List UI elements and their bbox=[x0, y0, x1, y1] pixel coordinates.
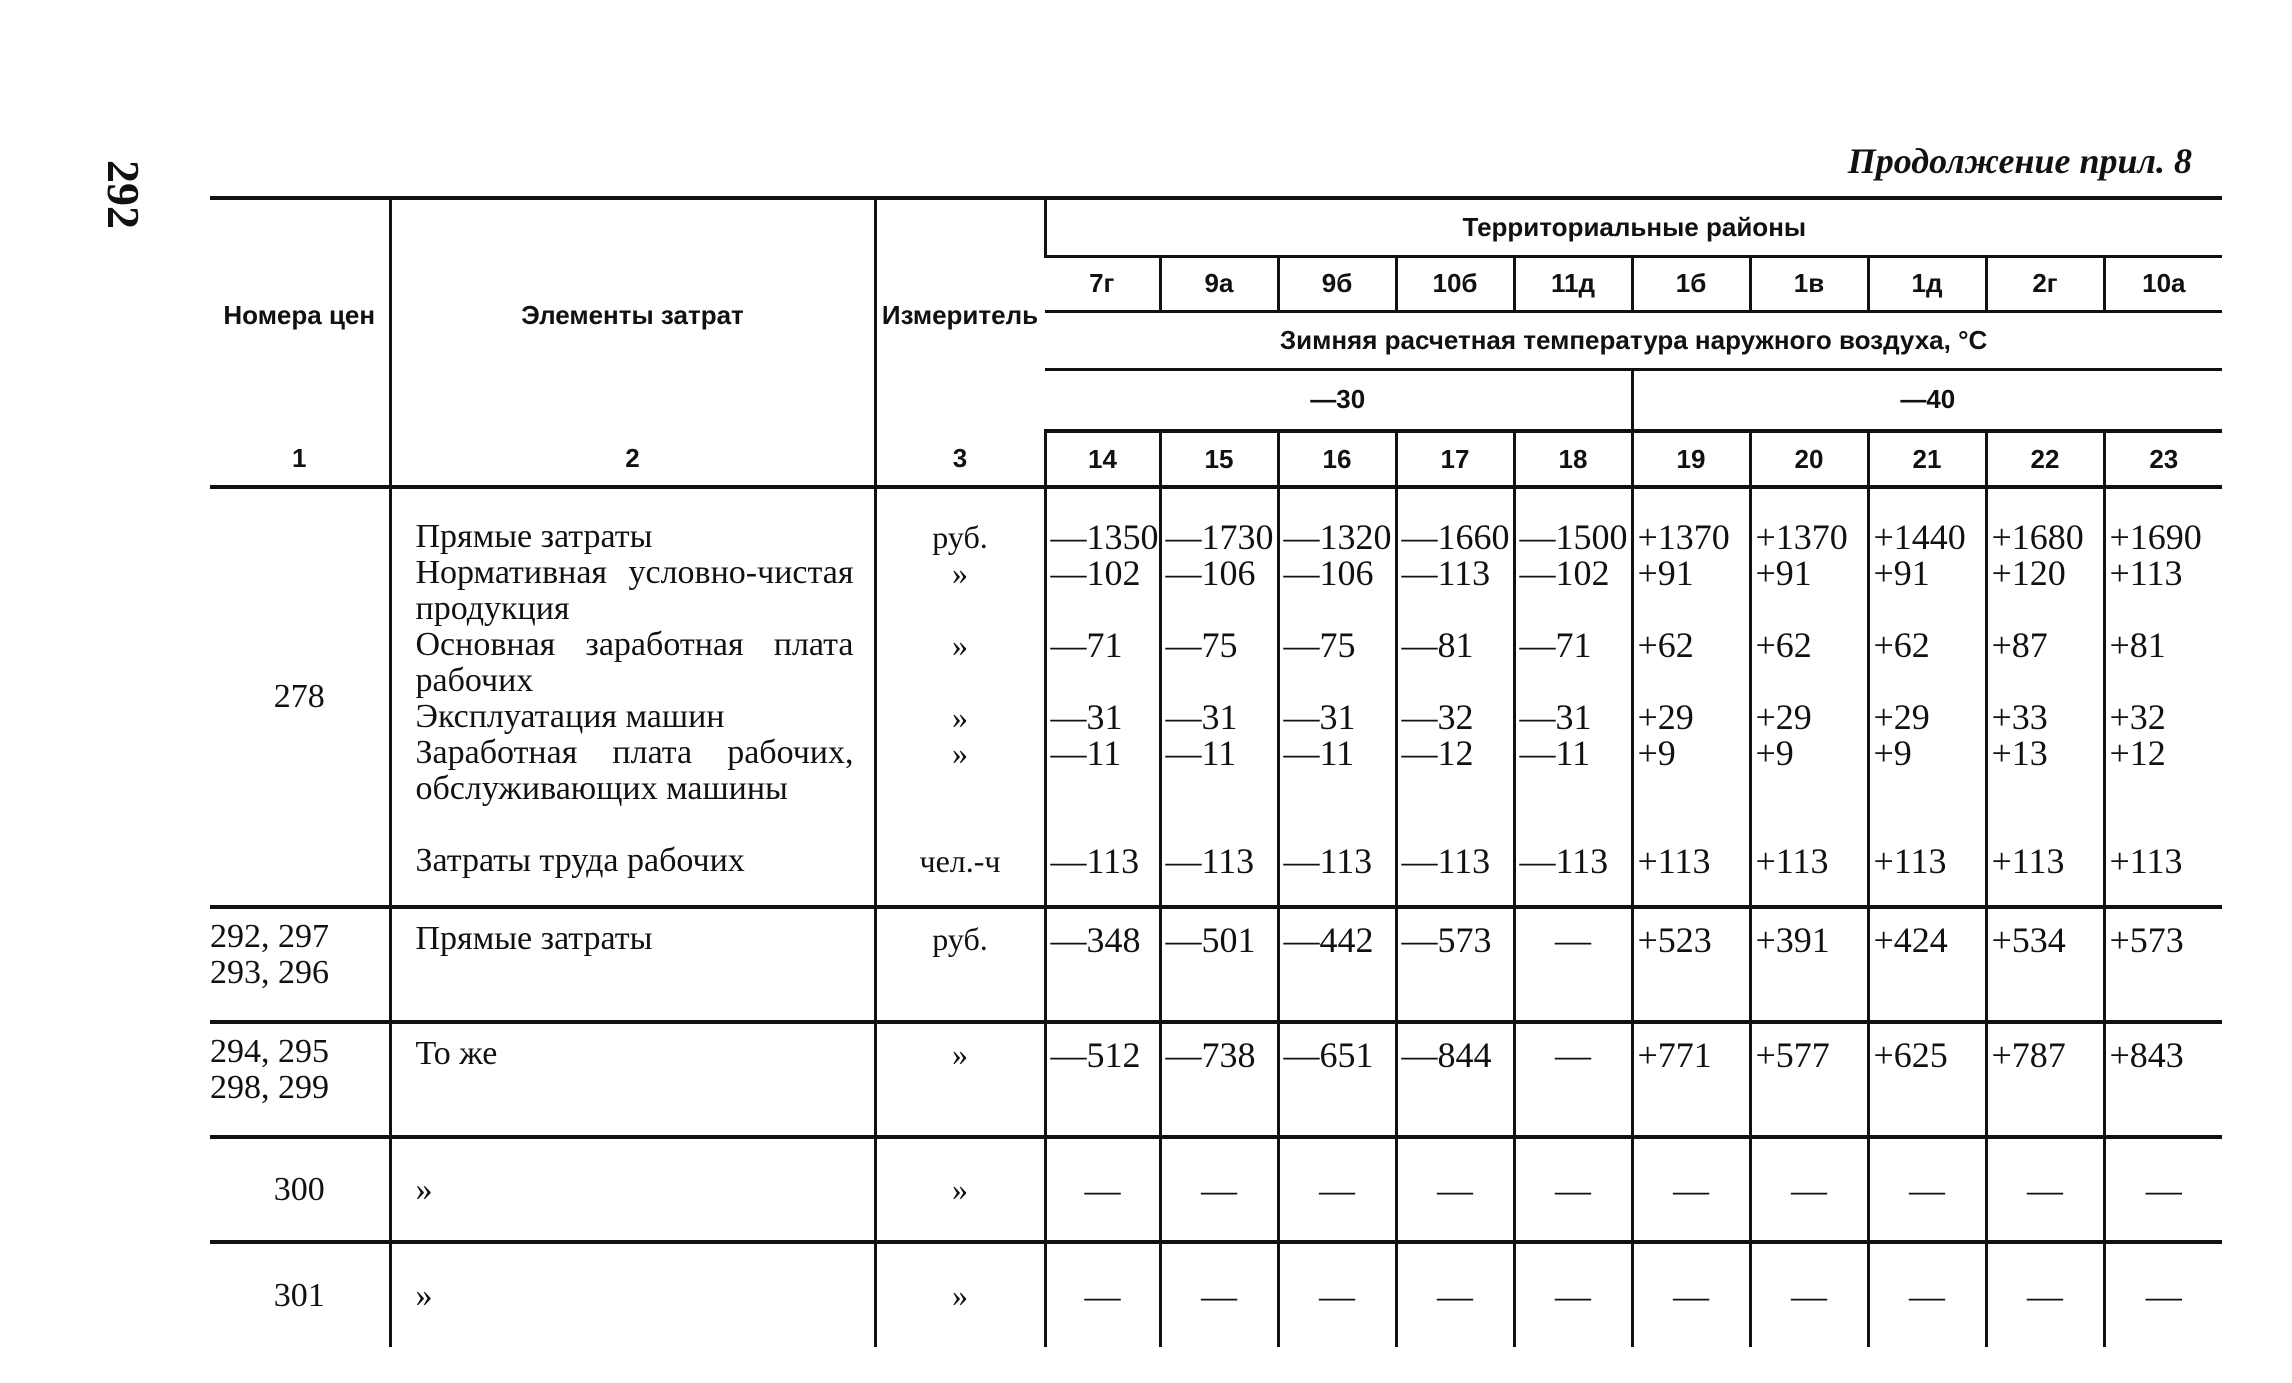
cost-element-name: Затраты труда рабочих bbox=[415, 842, 745, 879]
cost-value: —31 bbox=[1165, 697, 1238, 737]
cost-value: — bbox=[1514, 1022, 1632, 1137]
cost-value: —113 bbox=[1401, 553, 1491, 593]
cost-value: — bbox=[1396, 1242, 1514, 1347]
value-column-cell bbox=[1632, 487, 1750, 907]
cost-value: — bbox=[1632, 1137, 1750, 1242]
unit-value: » bbox=[875, 1137, 1045, 1242]
unit-value: руб. bbox=[875, 907, 1045, 1022]
cost-value: — bbox=[1396, 1137, 1514, 1242]
cost-value: — bbox=[1868, 1137, 1986, 1242]
cost-value: — bbox=[1632, 1242, 1750, 1347]
region-header: 10б bbox=[1396, 256, 1514, 311]
cost-value: —11 bbox=[1283, 733, 1355, 773]
cost-value: — bbox=[1045, 1137, 1160, 1242]
cost-value: +9 bbox=[1637, 733, 1676, 773]
cost-element-name: » bbox=[390, 1137, 875, 1242]
cost-value: +29 bbox=[1873, 697, 1930, 737]
value-column-cell bbox=[1045, 487, 1160, 907]
cost-value: +29 bbox=[1755, 697, 1812, 737]
cost-value: +113 bbox=[1637, 841, 1711, 881]
cost-value: — bbox=[1750, 1137, 1868, 1242]
col-number: 15 bbox=[1160, 431, 1278, 487]
cost-value: —75 bbox=[1283, 625, 1356, 665]
value-column-cell bbox=[1986, 487, 2104, 907]
cost-value: — bbox=[1278, 1137, 1396, 1242]
cost-value: +33 bbox=[1991, 697, 2048, 737]
unit-cell bbox=[875, 487, 1045, 907]
col-number: 18 bbox=[1514, 431, 1632, 487]
cost-value: +62 bbox=[1637, 625, 1694, 665]
other-rows bbox=[210, 907, 2222, 1347]
col-number: 2 bbox=[390, 431, 875, 487]
cost-value: +523 bbox=[1632, 907, 1750, 1022]
price-number bbox=[210, 907, 390, 1022]
cost-value: +391 bbox=[1750, 907, 1868, 1022]
cost-value: —442 bbox=[1278, 907, 1396, 1022]
cost-element-name: Прямые затраты bbox=[415, 518, 653, 555]
cost-element-name: Прямые затраты bbox=[390, 907, 875, 1022]
cost-value: —106 bbox=[1283, 553, 1374, 593]
cost-value: +91 bbox=[1755, 553, 1812, 593]
cost-value: — bbox=[1514, 1137, 1632, 1242]
cost-value: —71 bbox=[1050, 625, 1123, 665]
region-header: 10а bbox=[2104, 256, 2222, 311]
value-column-cell bbox=[1278, 487, 1396, 907]
cost-value: —11 bbox=[1519, 733, 1591, 773]
cost-value: — bbox=[1750, 1242, 1868, 1347]
price-number-line: 294, 295 bbox=[210, 1033, 329, 1070]
cost-value: —1500 bbox=[1519, 517, 1628, 557]
cost-value: +1440 bbox=[1873, 517, 1966, 557]
cost-value: —844 bbox=[1396, 1022, 1514, 1137]
cost-value: +113 bbox=[1755, 841, 1829, 881]
cost-value: —512 bbox=[1045, 1022, 1160, 1137]
cost-value: —31 bbox=[1283, 697, 1356, 737]
page-number: 292 bbox=[98, 160, 149, 229]
continuation-note: Продолжение прил. 8 bbox=[1847, 141, 2192, 181]
col-number: 22 bbox=[1986, 431, 2104, 487]
price-row bbox=[210, 1022, 2222, 1137]
col-number: 1 bbox=[210, 431, 390, 487]
cost-value: —1730 bbox=[1165, 517, 1274, 557]
header-territorial-regions: Территориальные районы bbox=[1045, 198, 2222, 256]
cost-value: +87 bbox=[1991, 625, 2048, 665]
region-header: 1в bbox=[1750, 256, 1868, 311]
cost-value: +113 bbox=[2109, 841, 2183, 881]
temp-group-40: —40 bbox=[1632, 369, 2222, 431]
unit-value: руб. bbox=[932, 519, 988, 555]
cost-value: +81 bbox=[2109, 625, 2166, 665]
cost-elements-cell bbox=[390, 487, 875, 907]
unit-value: » bbox=[952, 699, 968, 735]
col-number: 16 bbox=[1278, 431, 1396, 487]
price-row bbox=[210, 1137, 2222, 1242]
row-278-group bbox=[210, 487, 2222, 907]
cost-value: — bbox=[1160, 1137, 1278, 1242]
cost-element-name: » bbox=[390, 1242, 875, 1347]
cost-value: +113 bbox=[2109, 553, 2183, 593]
unit-value: чел.-ч bbox=[919, 843, 1001, 879]
cost-value: — bbox=[1986, 1242, 2104, 1347]
cost-value: —113 bbox=[1050, 841, 1140, 881]
header-winter-temperature: Зимняя расчетная температура наружного воздуха, °С bbox=[1045, 311, 2222, 369]
cost-value: — bbox=[1514, 907, 1632, 1022]
cost-value: —113 bbox=[1401, 841, 1491, 881]
cost-value: +771 bbox=[1632, 1022, 1750, 1137]
cost-value: +843 bbox=[2104, 1022, 2222, 1137]
price-row bbox=[210, 1242, 2222, 1347]
region-header: 11д bbox=[1514, 256, 1632, 311]
cost-value: —1660 bbox=[1401, 517, 1510, 557]
cost-value: +62 bbox=[1873, 625, 1930, 665]
value-column-cell bbox=[1396, 487, 1514, 907]
region-header: 9а bbox=[1160, 256, 1278, 311]
value-column-cell bbox=[1514, 487, 1632, 907]
cost-value: —348 bbox=[1045, 907, 1160, 1022]
price-row bbox=[210, 907, 2222, 1022]
cost-value: +787 bbox=[1986, 1022, 2104, 1137]
col-number: 20 bbox=[1750, 431, 1868, 487]
region-header: 1б bbox=[1632, 256, 1750, 311]
header-cost-elements: Элементы затрат bbox=[390, 198, 875, 431]
value-column-cell bbox=[1868, 487, 1986, 907]
cost-value: +29 bbox=[1637, 697, 1694, 737]
cost-value: —102 bbox=[1050, 553, 1141, 593]
cost-value: —11 bbox=[1165, 733, 1237, 773]
unit-value: » bbox=[952, 735, 968, 771]
cost-value: —75 bbox=[1165, 625, 1238, 665]
cost-value: — bbox=[1986, 1137, 2104, 1242]
cost-value: —81 bbox=[1401, 625, 1474, 665]
col-number: 17 bbox=[1396, 431, 1514, 487]
cost-value: —31 bbox=[1519, 697, 1592, 737]
cost-element-name: Основная заработная плата рабочих bbox=[415, 626, 854, 699]
cost-value: — bbox=[1160, 1242, 1278, 1347]
cost-value: +1690 bbox=[2109, 517, 2202, 557]
temp-group-30: —30 bbox=[1045, 369, 1632, 431]
price-table bbox=[210, 196, 2222, 1347]
cost-value: — bbox=[1868, 1242, 1986, 1347]
value-column-cell bbox=[1750, 487, 1868, 907]
price-number: 301 bbox=[210, 1242, 390, 1347]
cost-value: +9 bbox=[1755, 733, 1794, 773]
cost-value: —738 bbox=[1160, 1022, 1278, 1137]
value-column-cell bbox=[2104, 487, 2222, 907]
unit-value: » bbox=[952, 627, 968, 663]
cost-element-name: Нормативная условно-чистая продукция bbox=[415, 554, 854, 627]
cost-value: +1370 bbox=[1755, 517, 1848, 557]
region-header: 2г bbox=[1986, 256, 2104, 311]
cost-value: +573 bbox=[2104, 907, 2222, 1022]
cost-value: +424 bbox=[1868, 907, 1986, 1022]
cost-value: +12 bbox=[2109, 733, 2166, 773]
price-number: 300 bbox=[210, 1137, 390, 1242]
cost-value: —501 bbox=[1160, 907, 1278, 1022]
cost-value: — bbox=[1514, 1242, 1632, 1347]
region-header: 7г bbox=[1045, 256, 1160, 311]
cost-value: +9 bbox=[1873, 733, 1912, 773]
cost-value: +91 bbox=[1637, 553, 1694, 593]
cost-value: —31 bbox=[1050, 697, 1123, 737]
cost-value: — bbox=[1045, 1242, 1160, 1347]
cost-value: —113 bbox=[1519, 841, 1609, 881]
cost-value: +13 bbox=[1991, 733, 2048, 773]
cost-value: +577 bbox=[1750, 1022, 1868, 1137]
cost-value: —106 bbox=[1165, 553, 1256, 593]
cost-value: +534 bbox=[1986, 907, 2104, 1022]
price-number-line: 292, 297 bbox=[210, 918, 329, 955]
region-header: 9б bbox=[1278, 256, 1396, 311]
region-header: 1д bbox=[1868, 256, 1986, 311]
header-unit: Измеритель bbox=[875, 198, 1045, 431]
cost-value: — bbox=[2104, 1242, 2222, 1347]
cost-value: +32 bbox=[2109, 697, 2166, 737]
col-number: 14 bbox=[1045, 431, 1160, 487]
cost-value: +1370 bbox=[1637, 517, 1730, 557]
unit-value: » bbox=[875, 1242, 1045, 1347]
col-number: 21 bbox=[1868, 431, 1986, 487]
cost-value: +113 bbox=[1873, 841, 1947, 881]
cost-element-name: То же bbox=[390, 1022, 875, 1137]
cost-value: —11 bbox=[1050, 733, 1122, 773]
price-number bbox=[210, 1022, 390, 1137]
cost-value: —1350 bbox=[1050, 517, 1159, 557]
unit-value: » bbox=[875, 1022, 1045, 1137]
cost-value: +120 bbox=[1991, 553, 2066, 593]
cost-value: —102 bbox=[1519, 553, 1610, 593]
cost-value: — bbox=[2104, 1137, 2222, 1242]
cost-element-name: Заработная плата рабочих, обслуживающих машины bbox=[415, 734, 854, 807]
col-number: 3 bbox=[875, 431, 1045, 487]
price-number-line: 293, 296 bbox=[210, 954, 329, 991]
cost-value: —651 bbox=[1278, 1022, 1396, 1137]
cost-value: +113 bbox=[1991, 841, 2065, 881]
cost-value: +62 bbox=[1755, 625, 1812, 665]
header-price-numbers: Номера цен bbox=[210, 198, 390, 431]
cost-value: —32 bbox=[1401, 697, 1474, 737]
col-number: 23 bbox=[2104, 431, 2222, 487]
cost-value: —113 bbox=[1283, 841, 1373, 881]
cost-value: —1320 bbox=[1283, 517, 1392, 557]
col-number: 19 bbox=[1632, 431, 1750, 487]
cost-value: +1680 bbox=[1991, 517, 2084, 557]
price-number: 278 bbox=[273, 678, 325, 715]
cost-value: +625 bbox=[1868, 1022, 1986, 1137]
cost-value: —12 bbox=[1401, 733, 1474, 773]
cost-value: —71 bbox=[1519, 625, 1592, 665]
unit-value: » bbox=[952, 555, 968, 591]
cost-value: —113 bbox=[1165, 841, 1255, 881]
cost-value: — bbox=[1278, 1242, 1396, 1347]
value-column-cell bbox=[1160, 487, 1278, 907]
price-number-line: 298, 299 bbox=[210, 1069, 329, 1106]
cost-value: —573 bbox=[1396, 907, 1514, 1022]
cost-element-name: Эксплуатация машин bbox=[415, 698, 725, 735]
cost-value: +91 bbox=[1873, 553, 1930, 593]
